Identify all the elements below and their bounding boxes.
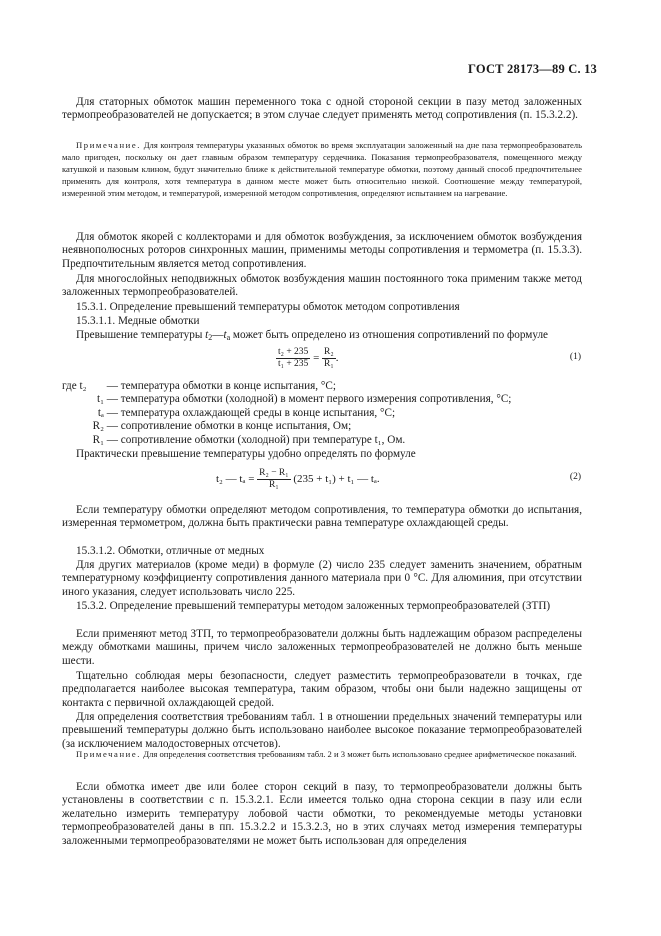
subsection-heading: 15.3.1.2. Обмотки, отличные от медных bbox=[76, 545, 265, 557]
symbol: t₁ bbox=[96, 393, 104, 406]
symbol: R₁ bbox=[92, 433, 104, 446]
definition-row bbox=[62, 380, 582, 393]
paragraph: Для обмоток якорей с коллекторами и для обмоток возбуждения, за исключением обмоток возбуждения неявнополюсных роторов синхронных машин, применимы методы сопротивления и термометра (п. 15.3.3). Предпочтительным является метод сопротивления. bbox=[62, 231, 582, 270]
definition-text: — сопротивление обмотки в конце испытания, Ом; bbox=[106, 420, 352, 433]
definition-text: — сопротивление обмотки (холодной) при температуре t₁, Ом. bbox=[106, 433, 406, 446]
fraction-denominator: R₁ bbox=[324, 359, 334, 369]
definition-row bbox=[62, 407, 582, 420]
section-heading: 15.3.1. Определение превышений температуры обмоток методом сопротивления bbox=[76, 301, 460, 313]
fraction-denominator: t₁ + 235 bbox=[278, 359, 309, 369]
fraction-numerator: R₂ bbox=[324, 347, 334, 357]
paragraph: Для статорных обмоток машин переменного тока с одной стороной секции в пазу метод заложенных термопреобразователей не допускается; в этом случае следует применять метод сопротивления (п. 15.3.2.2). bbox=[62, 96, 582, 122]
note-text: Для определения соответствия требованиям табл. 2 и 3 может быть использовано среднее арифметическое показаний. bbox=[143, 749, 577, 759]
paragraph: Для других материалов (кроме меди) в формуле (2) число 235 следует заменить значением, обратным температурному коэффициенту сопротивления данного материала при 0 °С. Для алюминия, при отсутствии иного указания, следует использовать число 225. bbox=[62, 559, 582, 598]
paragraph: Для определения соответствия требованиям табл. 1 в отношении предельных значений температуры или превышений температуры должно быть использовано наиболее высокое показание термопреобразователей (за исключением малодостоверных отсчетов). bbox=[62, 711, 582, 750]
paragraph: Превышение температуры $t_2—t_a$ может быть определено из отношения сопротивлений по формуле bbox=[76, 329, 549, 342]
formula-left: t₂ — tₐ = bbox=[216, 473, 255, 486]
definition-text: — температура обмотки (холодной) в момент первого измерения сопротивления, °С; bbox=[106, 393, 512, 406]
equation-number: (2) bbox=[569, 472, 581, 482]
paragraph: Если температуру обмотки определяют методом сопротивления, то температура обмотки до испытания, измеренная термометром, должна быть практически равна температуре охлаждающей среды. bbox=[62, 504, 582, 530]
note-label: Примечание. bbox=[76, 140, 142, 150]
formula-right: (235 + t₁) + t₁ — tₐ. bbox=[293, 473, 380, 486]
note bbox=[62, 139, 582, 199]
paragraph: Для многослойных неподвижных обмоток возбуждения машин постоянного тока применим также метод заложенных термопреобразователей. bbox=[62, 273, 582, 299]
paragraph: Если обмотка имеет две или более сторон секций в пазу, то термопреобразователи должны быть установлены в соответствии с п. 15.3.2.1. Если имеется только одна сторона секции в пазу или если желательно измерить температуру лобовой части обмотки, то рекомендуемые методы установки термопреобразователей даны в пп. 15.3.2.2 и 15.3.2.3, но в этих случаях метод измерения температуры заложенными термопреобразователями не может быть использован для определения bbox=[62, 781, 582, 847]
fraction-denominator: R₁ bbox=[269, 480, 279, 490]
symbol: где t₂ bbox=[62, 380, 87, 392]
note-text: Для контроля температуры указанных обмоток во время эксплуатации заложенный на дне паза термопреобразователь мало пригоден, поскольку он дает главным образом температуру сердечника. Показания термопреобразователя, помещенного между катушкой и пазовым клином, будут значительно ближе к действительной температуре обмотки, поэтому данный способ предпочтительнее применять для контроля, хотя температура в данном месте может быть относительно низкой. Соотношение между температурой, измеренной этим методом, и температурой, измеренной методом сопротивления, определяют испытанием на нагревание. bbox=[62, 140, 582, 198]
formula-2 bbox=[216, 468, 380, 491]
text: может быть определено из отношения сопротивлений по формуле bbox=[232, 329, 549, 341]
page-header: ГОСТ 28173—89 С. 13 bbox=[468, 62, 597, 76]
definition-row bbox=[62, 393, 582, 406]
fraction-numerator: R₂ − R₁ bbox=[259, 468, 289, 478]
definition-text: — температура охлаждающей среды в конце испытания, °С; bbox=[106, 406, 396, 419]
fraction-numerator: t₂ + 235 bbox=[278, 347, 309, 357]
definition-text: — температура обмотки в конце испытания, °С; bbox=[106, 380, 336, 392]
paragraph: Тщательно соблюдая меры безопасности, следует разместить термопреобразователи в точках, где предполагается наиболее высокая температура, таким образом, чтобы они были надежно защищены от контакта с первичной охлаждающей средой. bbox=[62, 670, 582, 709]
paragraph: Практически превышение температуры удобно определять по формуле bbox=[76, 448, 416, 460]
section-heading: 15.3.2. Определение превышений температуры методом заложенных термопреобразователей (ЗТП) bbox=[76, 600, 551, 612]
text: Превышение температуры bbox=[76, 329, 203, 341]
note-label: Примечание. bbox=[76, 749, 142, 759]
definition-row bbox=[62, 420, 582, 433]
symbol: tₐ bbox=[97, 406, 104, 419]
symbol: R₂ bbox=[92, 420, 104, 433]
formula-1: $\frac{\text{t₂ + 235}}{\text{t₁ + 235}}$ = $\frac{\text{R₂}}{\text{R₁}}$ . bbox=[278, 347, 339, 369]
note bbox=[62, 748, 582, 760]
equation-number: (1) bbox=[569, 352, 581, 362]
paragraph: Если применяют метод ЗТП, то термопреобразователи должны быть надлежащим образом распределены между обмотками машины, причем число заложенных термопреобразователей не должно быть меньше шести. bbox=[62, 628, 582, 667]
definition-row bbox=[62, 434, 582, 447]
definitions-list bbox=[62, 380, 582, 447]
subsection-heading: 15.3.1.1. Медные обмотки bbox=[76, 315, 200, 327]
